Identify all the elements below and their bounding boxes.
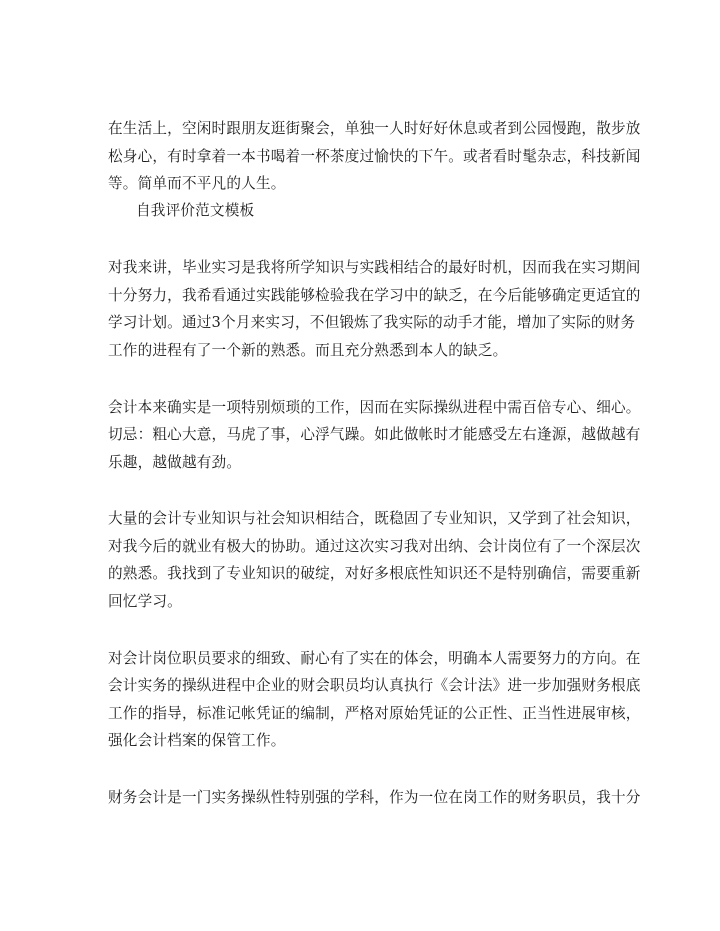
paragraph-1-line-1: 在生活上，空闲时跟朋友逛街聚会，单独一人时好好休息或者到公园慢跑，散步放 [108,120,641,137]
paragraph-3-line-1: 会计本来确实是一项特别烦琐的工作，因而在实际操纵进程中需百倍专心、细心。 [108,399,641,416]
paragraph-4-line-1: 大量的会计专业知识与社会知识相结合，既稳固了专业知识，又学到了社会知识， [108,510,641,527]
paragraph-6-line-1: 财务会计是一门实务操纵性特别强的学科，作为一位在岗工作的财务职员，我十分 [108,789,641,806]
paragraph-3-line-3: 乐趣，越做越有劲。 [108,454,242,471]
paragraph-2-line-1: 对我来讲，毕业实习是我将所学知识与实践相结合的最好时机，因而我在实习期间 [108,259,641,276]
paragraph-3-line-2: 切忌：粗心大意，马虎了事，心浮气躁。如此做帐时才能感受左右逢源，越做越有 [108,426,641,443]
paragraph-4-line-2: 对我今后的就业有极大的协助。通过这次实习我对出纳、会计岗位有了一个深层次 [108,538,641,555]
paragraph-4-line-3: 的熟悉。我找到了专业知识的破绽，对好多根底性知识还不是特别确信，需要重新 [108,565,641,582]
paragraph-2-line-3: 学习计划。通过3个月来实习，不但锻炼了我实际的动手才能，增加了实际的财务 [108,314,636,331]
paragraph-5-line-4: 强化会计档案的保管工作。 [108,732,286,749]
paragraph-2-line-2: 十分努力，我希看通过实践能够检验我在学习中的缺乏，在今后能够确定更适宜的 [108,287,641,304]
paragraph-4-line-4: 回忆学习。 [108,593,182,610]
paragraph-5-line-3: 工作的指导，标准记帐凭证的编制，严格对原始凭证的公正性、正当性进展审核， [108,705,641,722]
paragraph-2-line-4: 工作的进程有了一个新的熟悉。而且充分熟悉到本人的缺乏。 [108,342,508,359]
paragraph-5-line-1: 对会计岗位职员要求的细致、耐心有了实在的体会，明确本人需要努力的方向。在 [108,650,641,667]
paragraph-1-line-3: 等。简单而不平凡的人生。 [108,175,286,192]
paragraph-5-line-2: 会计实务的操纵进程中企业的财会职员均认真执行《会计法》进一步加强财务根底 [108,677,641,694]
section-heading: 自我评价范文模板 [136,202,255,219]
paragraph-1-line-2: 松身心，有时拿着一本书喝着一杯茶度过愉快的下午。或者看时髦杂志，科技新闻 [108,148,641,165]
